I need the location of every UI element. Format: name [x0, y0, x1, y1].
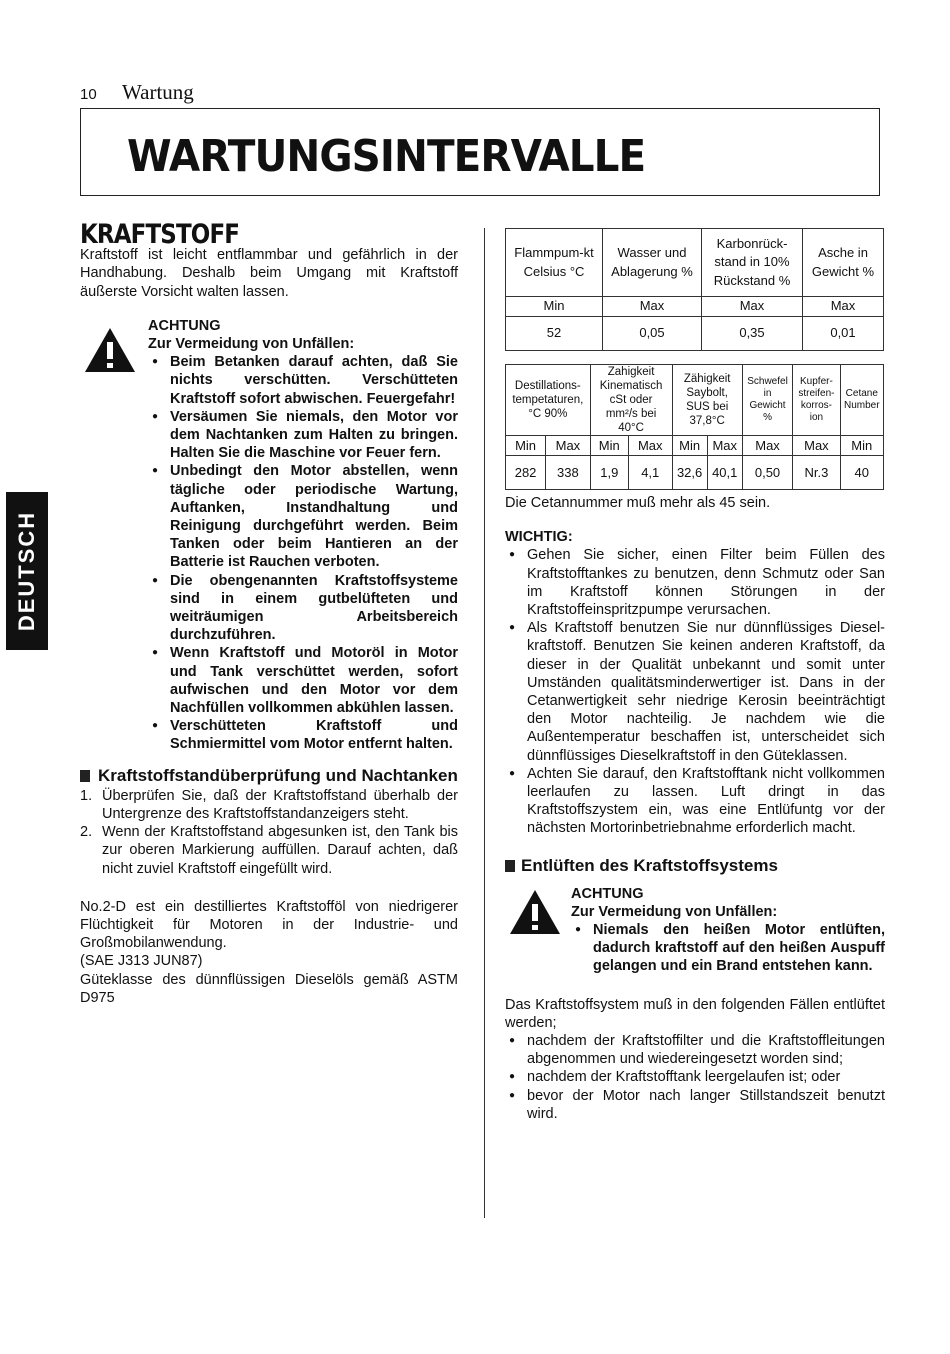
important-item: ● Gehen Sie sicher, einen Filter beim Füllen des Kraftstofftankes zu benutzen, denn Schmutz oder San im Kraftstoff können Störungen in der Kraftstoffeinspritzpumpe verursachen.: [505, 546, 885, 619]
fuel-spec-table-2: [505, 364, 884, 490]
table-header: Karbonrück-stand in 10% Rückstand %: [702, 229, 803, 297]
steps-list: [80, 787, 458, 878]
table-cell: 1,9: [590, 456, 628, 490]
warning-item: ● Versäumen Sie niemals, den Motor vor dem Nachtanken zum Halten zu bringen. Halten Sie die Maschine vor Feuer fern.: [148, 408, 458, 463]
bleed-intro: Das Kraftstoffsystem muß in den folgenden Fällen entlüftet werden;: [505, 996, 885, 1031]
warning-item: ● Verschütteten Kraftstoff und Schmiermittel vom Motor entfernt halten.: [148, 717, 458, 753]
important-item: ● Achten Sie darauf, den Kraftstofftank nicht vollkommen leerlaufen zu lassen. Luft dringt in das Kraftstoffszystem ein, was eine Entlüfuntg vor der nächsten Mortorinbetriebnahme erforderlich macht.: [505, 765, 885, 838]
warning-list: [571, 921, 885, 976]
table-header: Flammpum-kt Celsius °C: [506, 229, 603, 297]
table-cell: Min: [840, 436, 883, 456]
bleed-item: ● nachdem der Kraftstofftank leergelaufen ist; oder: [505, 1068, 885, 1086]
table-cell: Max: [702, 297, 803, 317]
language-tab-label: DEUTSCH: [14, 510, 39, 632]
language-tab: [6, 492, 48, 650]
cetane-note: Die Cetannummer muß mehr als 45 sein.: [505, 495, 771, 511]
left-column: [80, 219, 458, 1007]
table-cell: Max: [628, 436, 672, 456]
warning-block-2: [505, 885, 885, 976]
right-column: [505, 228, 885, 1123]
table-cell: Max: [603, 297, 702, 317]
step-text: Wenn der Kraftstoffstand abgesunken ist, den Tank bis zur oberen Markierung auffüllen. Darauf achten, daß nicht zuviel Kraftstoff eingefüllt wird.: [102, 824, 458, 877]
sae-reference: (SAE J313 JUN87): [80, 953, 203, 970]
table-cell: Min: [590, 436, 628, 456]
step-number: 2.: [80, 824, 93, 841]
table-cell: Max: [707, 436, 742, 456]
table-cell: Max: [793, 436, 840, 456]
table-cell: 0,05: [603, 317, 702, 351]
table-cell: Max: [742, 436, 792, 456]
table-cell: 52: [506, 317, 603, 351]
table-cell: 40: [840, 456, 883, 490]
subheading-bleeding-text: Entlüften des Kraftstoffsystems: [521, 855, 778, 875]
table-header: Schwefel in Gewicht %: [742, 365, 792, 436]
step-item: [80, 787, 458, 823]
fuel-spec-table-1: [505, 228, 884, 351]
bleed-item: ● bevor der Motor nach langer Stillstandszeit benutzt wird.: [505, 1087, 885, 1123]
table-cell: 0,50: [742, 456, 792, 490]
step-text: Überprüfen Sie, daß der Kraftstoffstand überhalb der Untergrenze des Kraftstoffstandanzeigers steht.: [102, 787, 458, 822]
table-header: Destillations-tempetaturen, °C 90%: [506, 365, 591, 436]
fuel-definition-paragraph: No.2-D est ein destilliertes Kraftstofföl von niedrigerer Flüchtigkeit für Motoren in der Industrie- und Großmobilanwendung.: [80, 898, 458, 952]
table-cell: 40,1: [707, 456, 742, 490]
square-bullet-icon: [80, 770, 90, 782]
title-box: [80, 108, 880, 196]
intro-paragraph: Kraftstoff ist leicht entflammbar und gefährlich in der Handhabung. Deshalb beim Umgang mit Kraftstoff äußerste Vorsicht walten lassen.: [80, 247, 458, 300]
warning-item: ● Wenn Kraftstoff und Motoröl in Motor und Tank verschüttet werden, sofort aufwischen und den Motor vor dem Nachfüllen vollkommen abkühlen lassen.: [148, 644, 458, 717]
table-header: Zähigkeit Saybolt, SUS bei 37,8°C: [672, 365, 742, 436]
step-number: 1.: [80, 787, 93, 804]
table-cell: 0,35: [702, 317, 803, 351]
table-header: Cetane Number: [840, 365, 883, 436]
table-cell: Max: [803, 297, 884, 317]
table-header: Kupfer-streifen-korros-ion: [793, 365, 840, 436]
table-cell: Min: [506, 436, 546, 456]
square-bullet-icon: [505, 860, 515, 872]
bleed-item: ● nachdem der Kraftstoffilter und die Kraftstoffleitungen abgenommen und wiedereingesetzt worden sind;: [505, 1032, 885, 1068]
column-divider: [484, 228, 485, 1218]
warning-item: ● Unbedingt den Motor abstellen, wenn tägliche oder periodische Wartung, Auftanken, Instandhaltung und Reinigung durchgeführt werden. Beim Tanken oder beim Hantieren an der Batterie ist Rauchen verboten.: [148, 462, 458, 571]
table-cell: 282: [506, 456, 546, 490]
table-cell: 4,1: [628, 456, 672, 490]
page-title: WARTUNGSINTERVALLE: [127, 131, 646, 182]
important-item: ● Als Kraftstoff benutzen Sie nur dünnflüssiges Diesel-kraftstoff. Benutzen Sie keinen anderen Kraftstoff, da dieser in der Qualität unbekannt und somit unter Umständen qualitätsminderwertiger ist. Dans in der Cetanwertigkeit sehr niedrige Kerosin beeinträchtigt den Motor nachteilig. Je nachdem wie die Außentemperatur beschaffen ist, unterscheidet sich dünnflüssiges Dieselkraftstoff in den Güteklassen.: [505, 619, 885, 765]
page-number: 10: [80, 86, 97, 103]
table-header: Zahigkeit Kinematisch cSt oder mm²/s bei 40°C: [590, 365, 672, 436]
table-cell: Nr.3: [793, 456, 840, 490]
warning-subtitle: Zur Vermeidung von Unfällen:: [571, 903, 778, 920]
table-cell: Max: [546, 436, 590, 456]
important-list: [505, 546, 885, 837]
table-cell: 338: [546, 456, 590, 490]
warning-item: ● Die obengenannten Kraftstoffsysteme sind in einem gutbelüfteten und weiträumigen Arbeitsbereich durchzuführen.: [148, 572, 458, 645]
warning-block: [80, 317, 458, 754]
table-cell: Min: [672, 436, 707, 456]
warning-triangle-icon: [509, 889, 561, 935]
warning-label: ACHTUNG: [148, 317, 221, 334]
important-label: WICHTIG:: [505, 529, 573, 546]
table-cell: 0,01: [803, 317, 884, 351]
warning-item: ● Niemals den heißen Motor entlüften, dadurch kraftstoff auf den heißen Auspuff gelangen und ein Brand entstehen kann.: [571, 921, 885, 976]
warning-subtitle: Zur Vermeidung von Unfällen:: [148, 336, 355, 353]
subheading-fuel-level-text: Kraftstoffstandüberprüfung und Nachtanken: [98, 765, 458, 785]
table-cell: 32,6: [672, 456, 707, 490]
step-item: [80, 823, 458, 878]
section-name: Wartung: [122, 80, 194, 104]
warning-list: [148, 353, 458, 753]
subheading-fuel-level: [80, 766, 458, 785]
section-heading-kraftstoff: KRAFTSTOFF: [80, 219, 240, 250]
warning-triangle-icon: [84, 327, 136, 373]
astm-paragraph: Güteklasse des dünnflüssigen Dieselöls gemäß ASTM D975: [80, 971, 458, 1006]
table-header: Wasser und Ablagerung %: [603, 229, 702, 297]
warning-item: ● Beim Betanken darauf achten, daß Sie nichts verschütten. Verschütteten Kraftstoff sofort abwischen. Feuergefahr!: [148, 353, 458, 408]
table-header: Asche in Gewicht %: [803, 229, 884, 297]
warning-label: ACHTUNG: [571, 885, 644, 902]
subheading-bleeding: [505, 856, 885, 875]
table-cell: Min: [506, 297, 603, 317]
bleed-list: [505, 1032, 885, 1123]
